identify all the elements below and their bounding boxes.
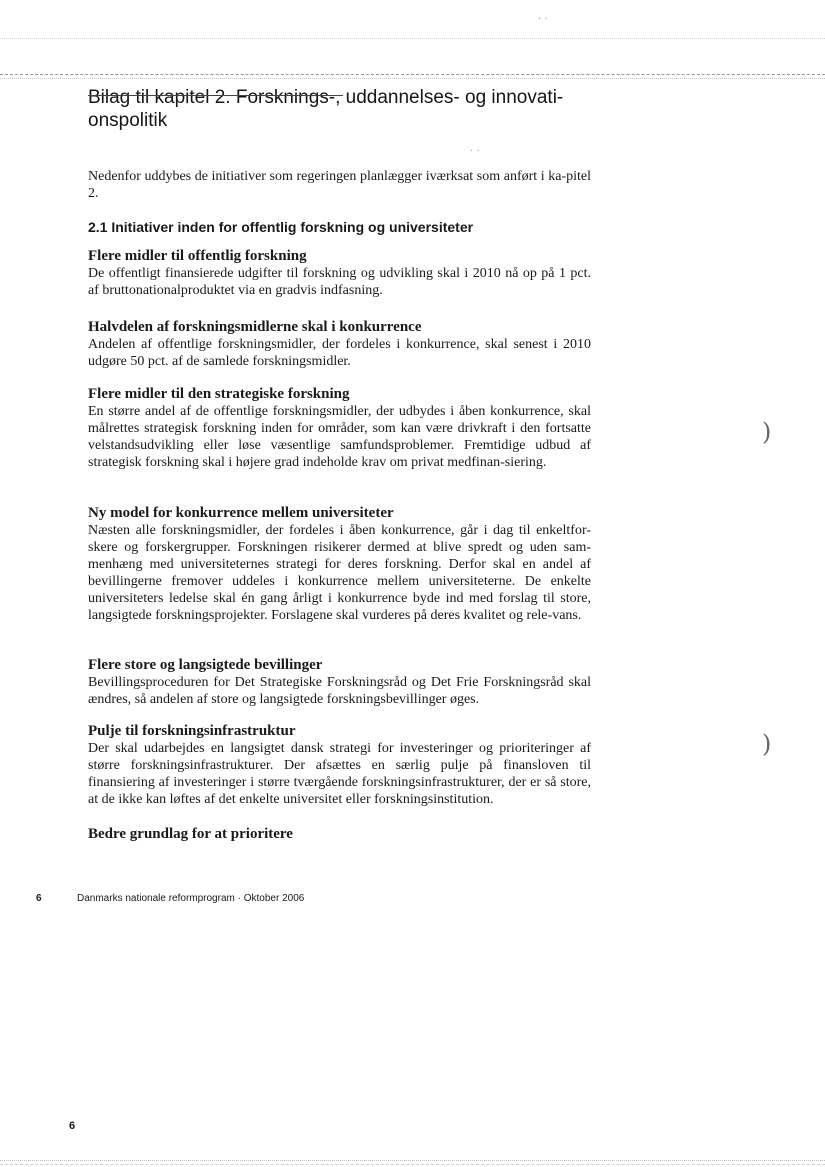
initiative-title: Flere midler til den strategiske forskning (88, 386, 350, 402)
margin-mark: ) (762, 418, 772, 446)
footer-page-number: 6 (36, 893, 42, 904)
section-heading: 2.1 Initiativer inden for offentlig forskning og universiteter (88, 219, 474, 235)
scan-artifact-rule (0, 78, 825, 79)
initiative-block-1 (88, 248, 591, 299)
initiative-block-7 (88, 826, 591, 843)
initiative-body: De offentligt finansierede udgifter til forskning og udvikling skal i 2010 nå op på 1 pct. af bruttonationalproduktet via en gradvis indfasning. (88, 266, 591, 298)
initiative-block-4 (88, 505, 591, 624)
initiative-block-2 (88, 319, 591, 370)
scan-artifact-rule (0, 1160, 825, 1161)
initiative-block-3 (88, 386, 591, 471)
scan-artifact-line (88, 95, 343, 96)
scan-artifact-rule (0, 74, 825, 75)
intro-paragraph: Nedenfor uddybes de initiativer som regeringen planlægger iværksat som anført i ka-pitel 2. (88, 169, 591, 201)
initiative-body: En større andel af de offentlige forskningsmidler, der udbydes i åben konkurrence, skal målrettes strategisk forskning inden for områder, som kan være drivkraft i den fortsatte velstandsudvikling eller løse væsentlige samfundsproblemer. Fremtidige udbud af strategisk forskning skal i højere grad indeholde krav om privat medfinan-siering. (88, 404, 591, 470)
scan-artifact-rule (0, 1164, 825, 1165)
margin-mark: ) (762, 730, 772, 758)
initiative-title: Halvdelen af forskningsmidlerne skal i konkurrence (88, 319, 422, 335)
page-number-bottom: 6 (69, 1120, 76, 1132)
initiative-block-6 (88, 723, 591, 808)
scan-speck: · · (538, 14, 548, 25)
initiative-body: Bevillingsproceduren for Det Strategiske Forskningsråd og Det Frie Forskningsråd skal ændres, så andelen af store og langsigtede forskningsbevillinger øges. (88, 675, 591, 707)
initiative-block-5 (88, 657, 591, 708)
scan-artifact-rule (0, 38, 825, 39)
footer-publication: Danmarks nationale reformprogram · Oktober 2006 (77, 893, 305, 904)
initiative-body: Der skal udarbejdes en langsigtet dansk strategi for investeringer og prioriteringer af større forskningsinfrastrukturer. Der afsættes en særlig pulje på finansloven til finansiering af investeringer i større tværgående forskningsinfrastrukturer, der er så store, at de ikke kan løftes af det enkelte universitet eller forskningsinstitution. (88, 741, 591, 807)
initiative-body: Andelen af offentlige forskningsmidler, der fordeles i konkurrence, skal senest i 2010 udgøre 50 pct. af de samlede forskningsmidler. (88, 337, 591, 369)
initiative-title: Ny model for konkurrence mellem universiteter (88, 505, 394, 521)
initiative-title: Bedre grundlag for at prioritere (88, 826, 293, 842)
initiative-body: Næsten alle forskningsmidler, der fordeles i åben konkurrence, går i dag til enkeltfor-skere og forskergrupper. Forskningen risikerer dermed at blive spredt og uden sam-menhæng med universiteternes strategi for deres forskning. Derfor skal en andel af bevillingerne fremover uddeles i konkurrence mellem universiteterne. De enkelte universiteters ledelse skal én gang årligt i konkurrence byde ind med forslag til store, langsigtede forskningsprojekter. Forslagene skal vurderes på deres kvalitet og rele-vans. (88, 523, 591, 623)
chapter-title-text: Bilag til kapitel 2. Forsknings-, uddannelses- og innovati-onspolitik (88, 87, 564, 131)
initiative-title: Flere store og langsigtede bevillinger (88, 657, 323, 673)
initiative-title: Pulje til forskningsinfrastruktur (88, 723, 296, 739)
initiative-title: Flere midler til offentlig forskning (88, 248, 307, 264)
chapter-title (88, 86, 608, 132)
scan-speck: · · (470, 146, 480, 157)
